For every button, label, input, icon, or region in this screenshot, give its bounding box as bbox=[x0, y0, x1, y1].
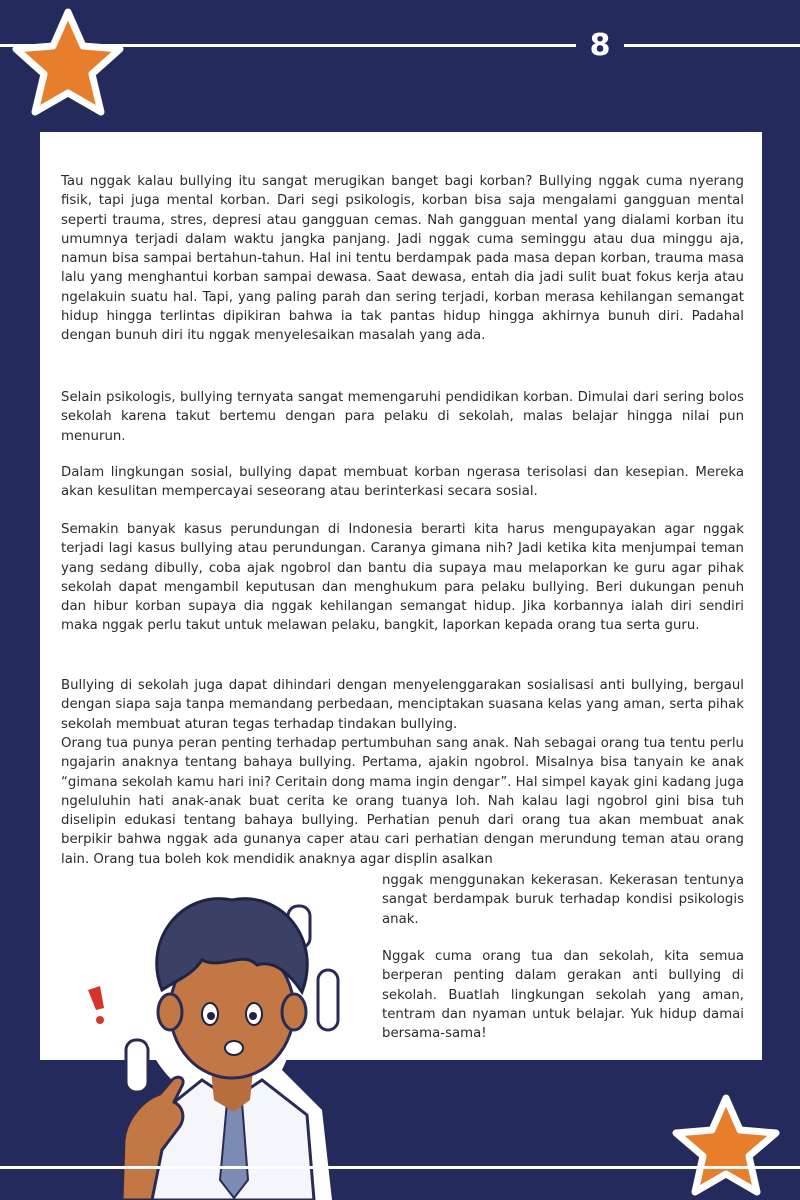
article-paragraph: Selain psikologis, bullying ternyata sangat memengaruhi pendidikan korban. Dimulai dari sering bolos sekolah karena takut bertemu dengan para pelaku di sekolah, malas belajar hingga nilai pun menurun. bbox=[61, 390, 744, 444]
header-divider-right bbox=[624, 44, 800, 47]
footer-divider bbox=[0, 1166, 800, 1169]
article-paragraph: Semakin banyak kasus perundungan di Indonesia berarti kita harus mengupayakan agar nggak terjadi lagi kasus bullying atau perundungan. Caranya gimana nih? Jadi ketika kita menjumpai teman yang sedang dibully, coba ajak ngobrol dan bantu dia supaya mau melaporkan ke guru agar pihak sekolah dapat mengambil keputusan dan menghukum para pelaku bullying. Beri dukungan penuh dan hibur korban supaya dia nggak kehilangan semangat hidup. Jika korbannya ialah diri sendiri maka nggak perlu takut untuk melawan pelaku, bangkit, laporkan kepada orang tua serta guru. bbox=[61, 522, 744, 634]
star-icon bbox=[668, 1092, 784, 1200]
article-paragraph: nggak menggunakan kekerasan. Kekerasan tentunya sangat berdampak buruk terhadap kondisi psikologis anak. bbox=[382, 873, 744, 927]
worried-student-icon bbox=[82, 880, 382, 1200]
star-icon bbox=[8, 6, 128, 122]
page-number: 8 bbox=[589, 28, 611, 63]
article-paragraph: Dalam lingkungan sosial, bullying dapat membuat korban ngerasa terisolasi dan kesepian. Mereka akan kesulitan mempercayai seseorang atau berinterkasi secara sosial. bbox=[61, 465, 744, 500]
article-paragraph: Nggak cuma orang tua dan sekolah, kita semua berperan penting dalam gerakan anti bullying di sekolah. Buatlah lingkungan sekolah yang aman, tentram dan nyaman untuk belajar. Yuk hidup damai bersama-sama! bbox=[382, 949, 744, 1042]
article-paragraph: Tau nggak kalau bullying itu sangat merugikan banget bagi korban? Bullying nggak cuma nyerang fisik, tapi juga mental korban. Dari segi psikologis, korban bisa saja mengalami gangguan mental seperti trauma, stres, depresi atau gangguan cemas. Nah gangguan mental yang dialami korban itu umumnya terjadi dalam waktu jangka panjang. Jadi nggak cuma seminggu atau dua minggu aja, namun bisa sampai bertahun-tahun. Hal ini tentu berdampak pada masa depan korban, trauma masa lalu yang menghantui korban sampai dewasa. Saat dewasa, entah dia jadi sulit buat fokus kerja atau ngelakuin suatu hal. Tapi, yang paling parah dan sering terjadi, korban merasa kehilangan semangat hidup hingga terlintas dipikiran bahwa ia tak pantas hidup hingga akhirnya bunuh diri. Padahal dengan bunuh diri itu nggak menyelesaikan masalah yang ada. bbox=[61, 174, 744, 344]
article-paragraph: Orang tua punya peran penting terhadap pertumbuhan sang anak. Nah sebagai orang tua tentu perlu ngajarin anaknya tentang bahaya bullying. Pertama, ajakin ngobrol. Misalnya bisa tanyain ke anak “gimana sekolah kamu hari ini? Ceritain dong mama ingin dengar”. Hal simpel kayak gini kadang juga ngeluluhin hati anak-anak buat cerita ke orang tuanya loh. Nah kalau lagi ngobrol gini bisa tuh diselipin edukasi tentang bahaya bullying. Perhatian penuh dari orang tua akan membuat anak berpikir bahwa nggak ada gunanya caper atau cari perhatian dengan merundung teman atau orang lain. Orang tua boleh kok mendidik anaknya agar displin asalkan bbox=[61, 736, 744, 867]
article-paragraph: Bullying di sekolah juga dapat dihindari dengan menyelenggarakan sosialisasi anti bullying, bergaul dengan siapa saja tanpa memandang perbedaan, menciptakan suasana kelas yang aman, serta pihak sekolah membuat aturan tegas terhadap tindakan bullying. bbox=[61, 678, 744, 732]
